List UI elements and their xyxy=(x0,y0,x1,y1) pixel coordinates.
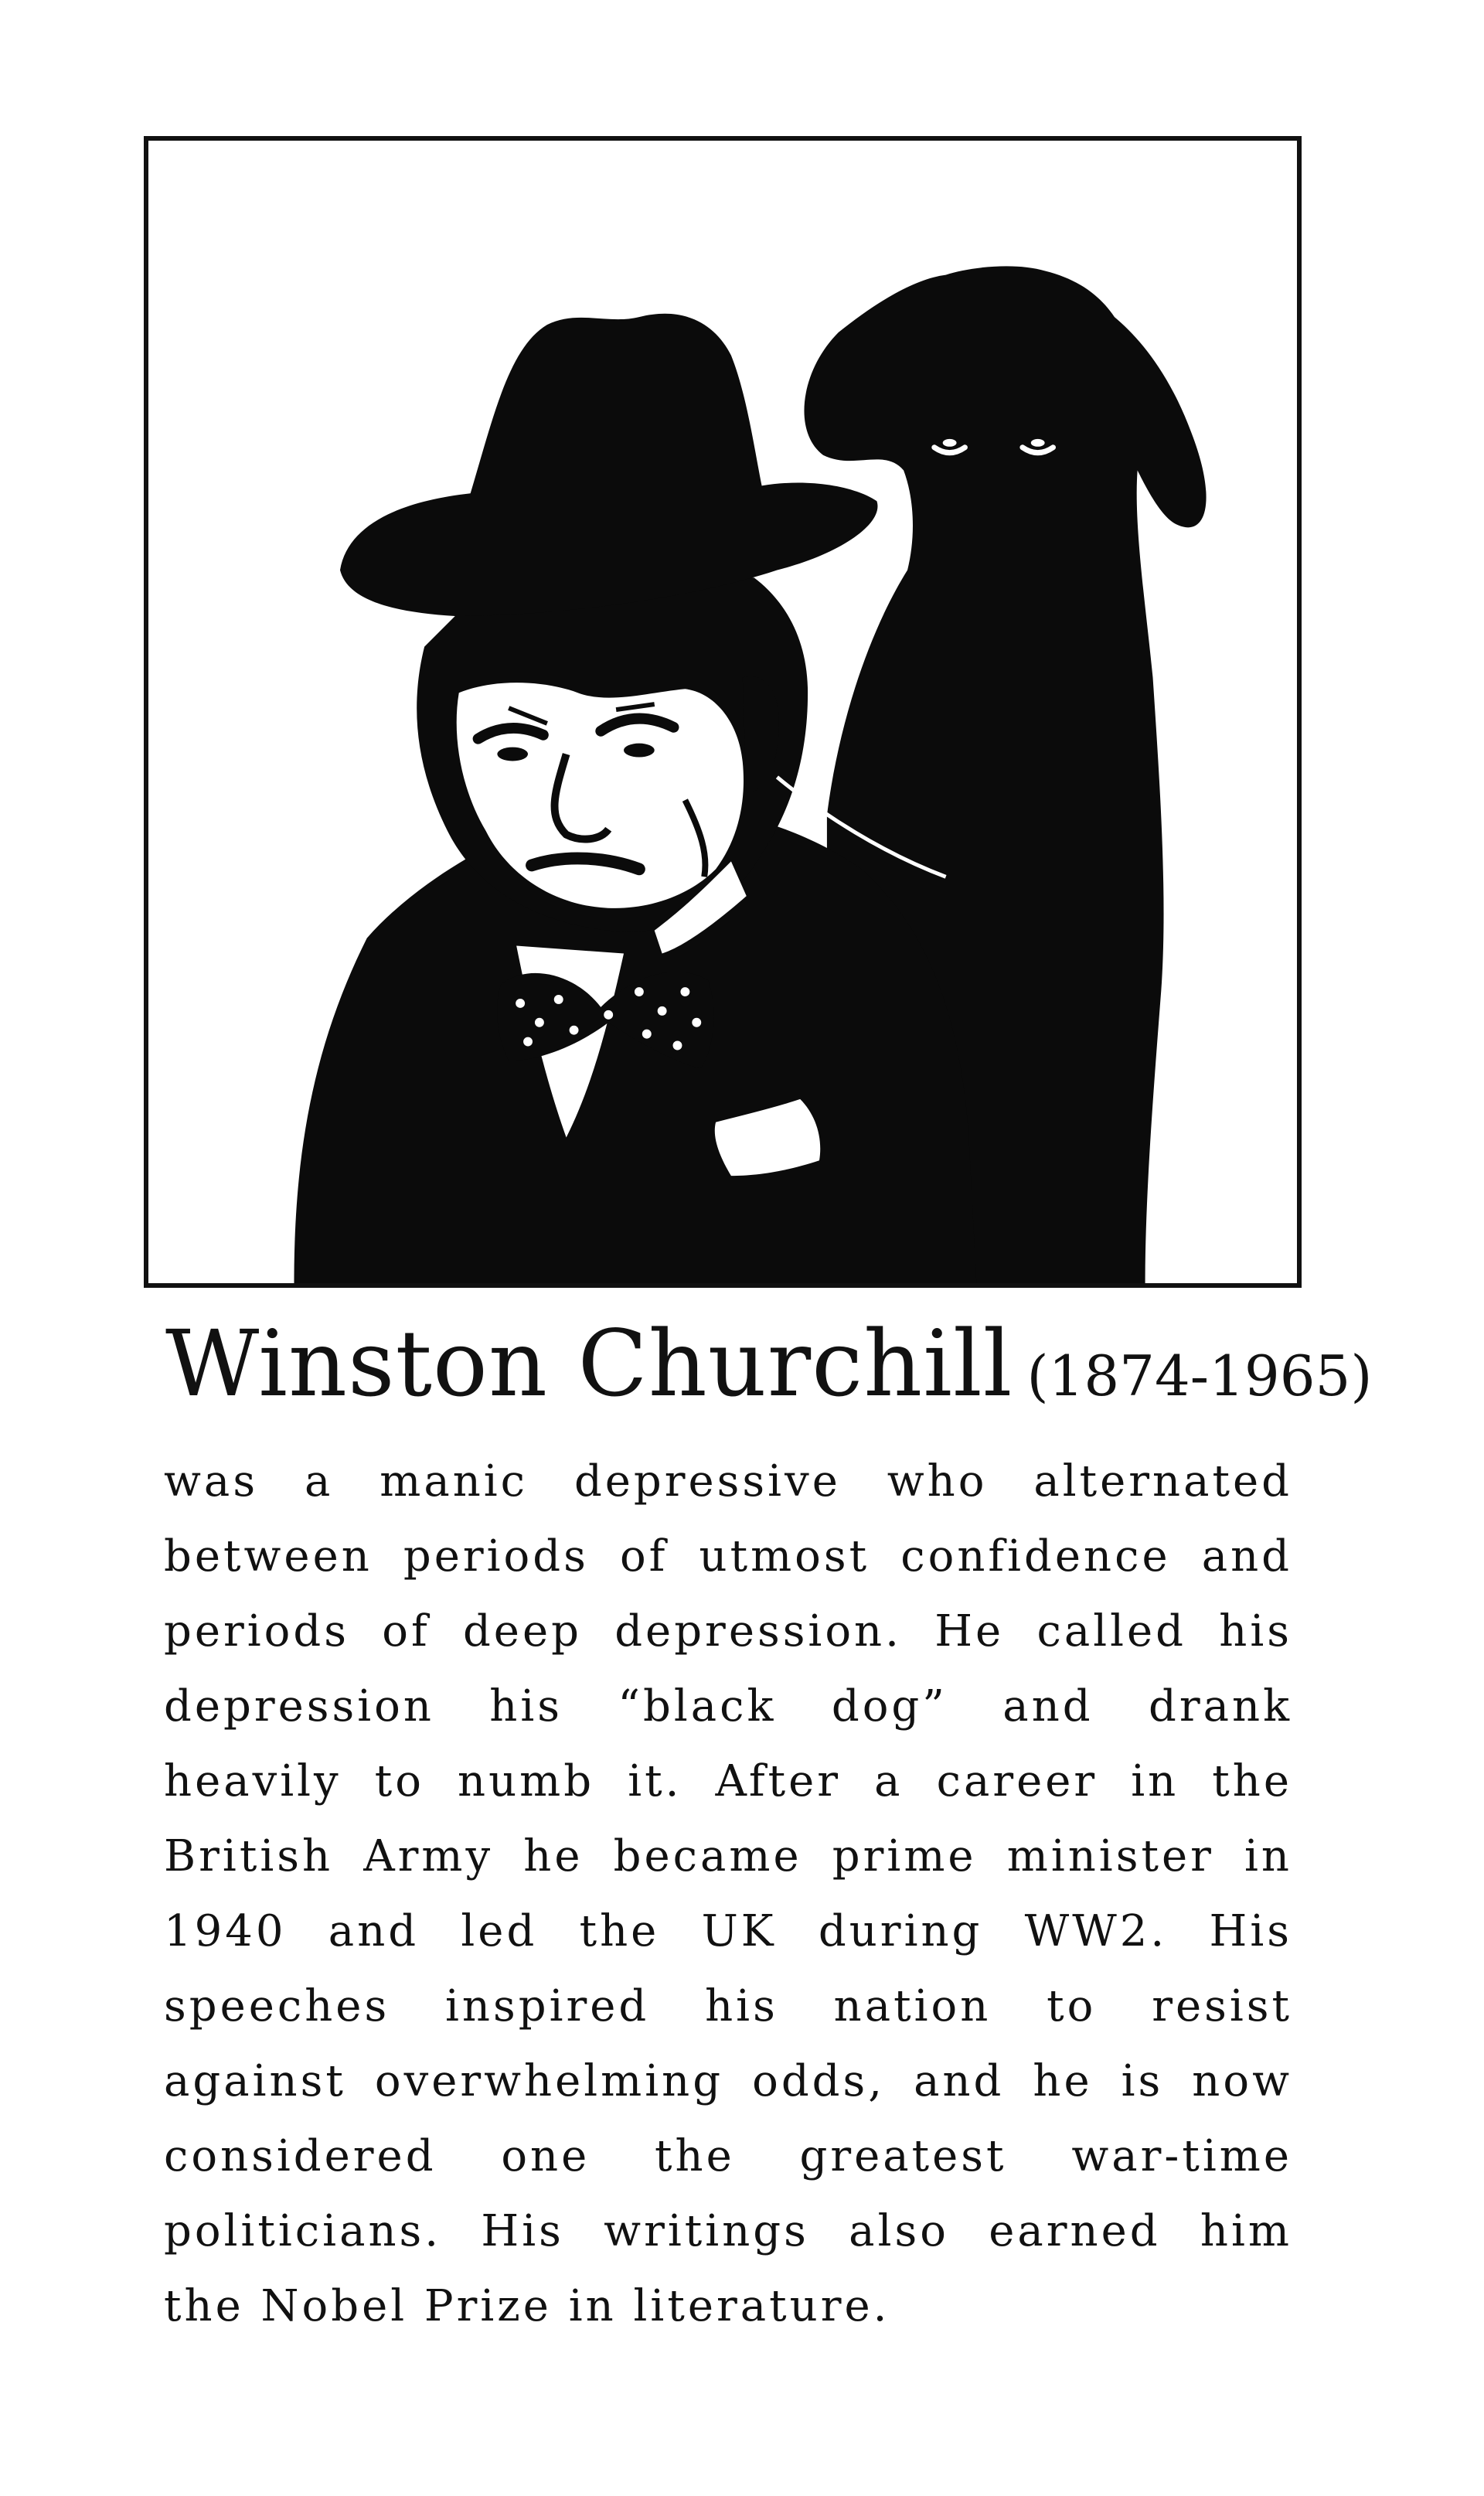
biography-text xyxy=(164,1444,1292,2344)
bio-line: British Army he became prime minister in xyxy=(164,1831,1292,1881)
bio-line: considered one the greatest war-time xyxy=(164,2131,1292,2181)
portrait-illustration xyxy=(148,141,1297,1283)
bio-line: 1940 and led the UK during WW2. His xyxy=(164,1906,1292,1956)
bio-line: politicians. His writings also earned him xyxy=(164,2206,1292,2256)
bio-line: speeches inspired his nation to resist xyxy=(164,1981,1292,2031)
bio-line: between periods of utmost confidence and xyxy=(164,1531,1292,1582)
title-heading xyxy=(165,1310,1373,1417)
life-dates: (1874-1965) xyxy=(1026,1343,1373,1408)
person-name: Winston Churchill xyxy=(165,1310,1013,1417)
bio-line: heavily to numb it. After a career in the xyxy=(164,1756,1292,1806)
bio-line: against overwhelming odds, and he is now xyxy=(164,2056,1292,2106)
bio-line: was a manic depressive who alternated xyxy=(164,1456,1292,1507)
bio-line: depression his “black dog” and drank xyxy=(164,1681,1292,1732)
bio-line: periods of deep depression. He called his xyxy=(164,1606,1292,1657)
illustration-frame xyxy=(144,136,1302,1288)
bio-line: the Nobel Prize in literature. xyxy=(164,2281,890,2331)
